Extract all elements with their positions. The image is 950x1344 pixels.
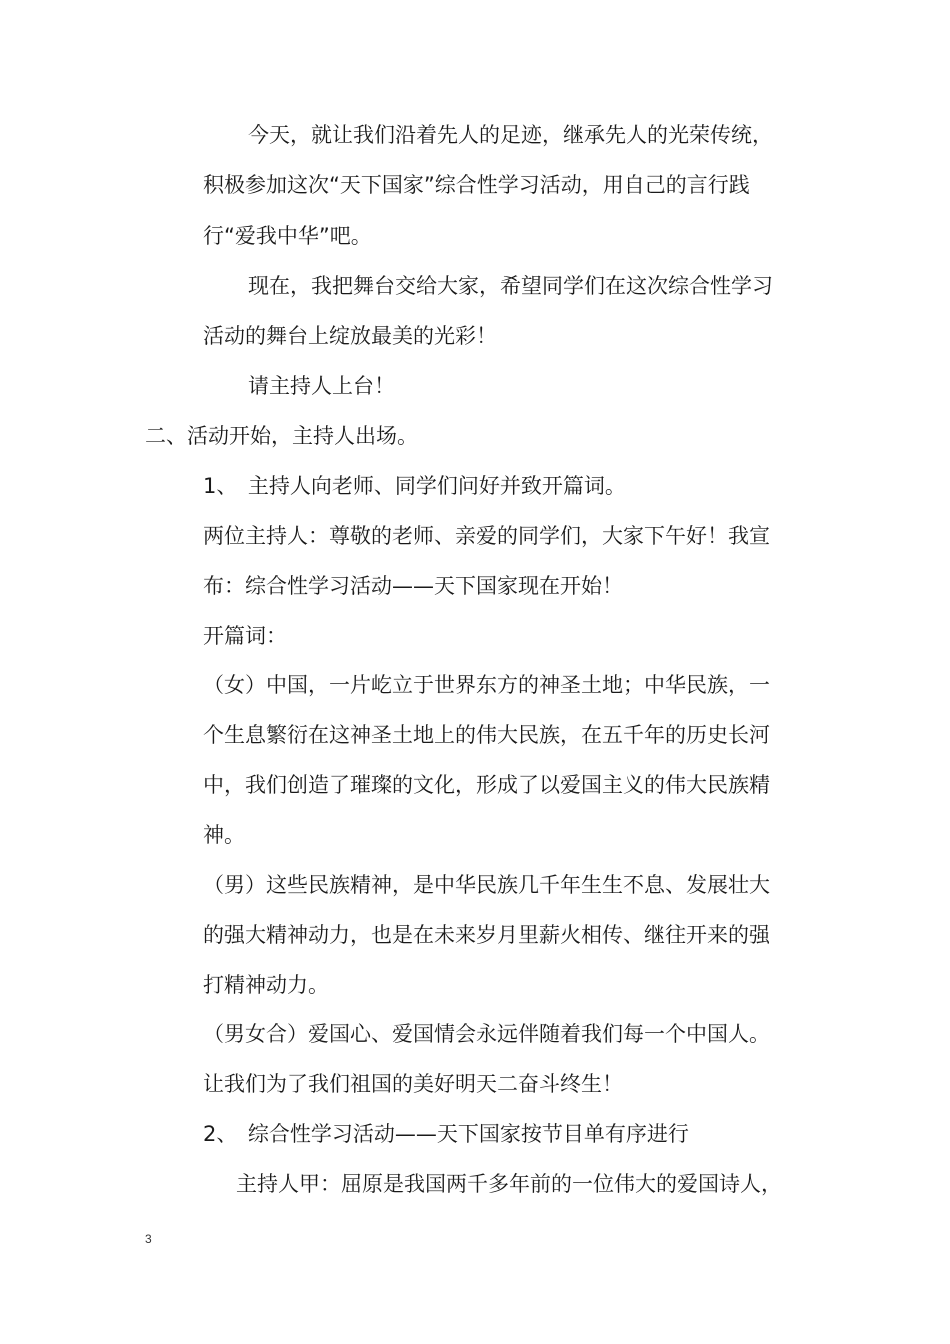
text-line: 让我们为了我们祖国的美好明天二奋斗终生！	[203, 1072, 623, 1096]
text-line: 请主持人上台！	[248, 374, 395, 398]
text-line: 现在，我把舞台交给大家，希望同学们在这次综合性学习	[248, 274, 773, 298]
text-line: 两位主持人：尊敬的老师、亲爱的同学们，大家下午好！我宣	[203, 524, 770, 548]
numbered-item: 1、 主持人向老师、同学们问好并致开篇词。	[203, 474, 626, 498]
numbered-item: 2、 综合性学习活动——天下国家按节目单有序进行	[203, 1122, 689, 1146]
text-line: 个生息繁衍在这神圣土地上的伟大民族，在五千年的历史长河	[203, 723, 770, 747]
text-line: 今天，就让我们沿着先人的足迹，继承先人的光荣传统，	[248, 123, 773, 147]
text-line: （男女合）爱国心、爱国情会永远伴随着我们每一个中国人。	[203, 1022, 770, 1046]
text-line: 积极参加这次“天下国家”综合性学习活动，用自己的言行践	[203, 173, 750, 197]
page-number: 3	[145, 1232, 152, 1246]
section-heading: 二、活动开始，主持人出场。	[145, 424, 418, 448]
text-line: （女）中国，一片屹立于世界东方的神圣土地；中华民族，一	[203, 673, 770, 697]
text-line: 的强大精神动力，也是在未来岁月里薪火相传、继往开来的强	[203, 923, 770, 947]
text-line: 神。	[203, 823, 245, 847]
text-line: 中，我们创造了璀璨的文化，形成了以爱国主义的伟大民族精	[203, 773, 770, 797]
text-line: 活动的舞台上绽放最美的光彩！	[203, 324, 497, 348]
text-line: 打精神动力。	[203, 973, 329, 997]
text-line: 行“爱我中华”吧。	[203, 224, 372, 248]
text-line: 开篇词：	[203, 624, 287, 648]
text-line: 布：综合性学习活动——天下国家现在开始！	[203, 574, 623, 598]
text-line: （男）这些民族精神，是中华民族几千年生生不息、发展壮大	[203, 873, 770, 897]
text-line: 主持人甲：屈原是我国两千多年前的一位伟大的爱国诗人，	[236, 1172, 782, 1196]
